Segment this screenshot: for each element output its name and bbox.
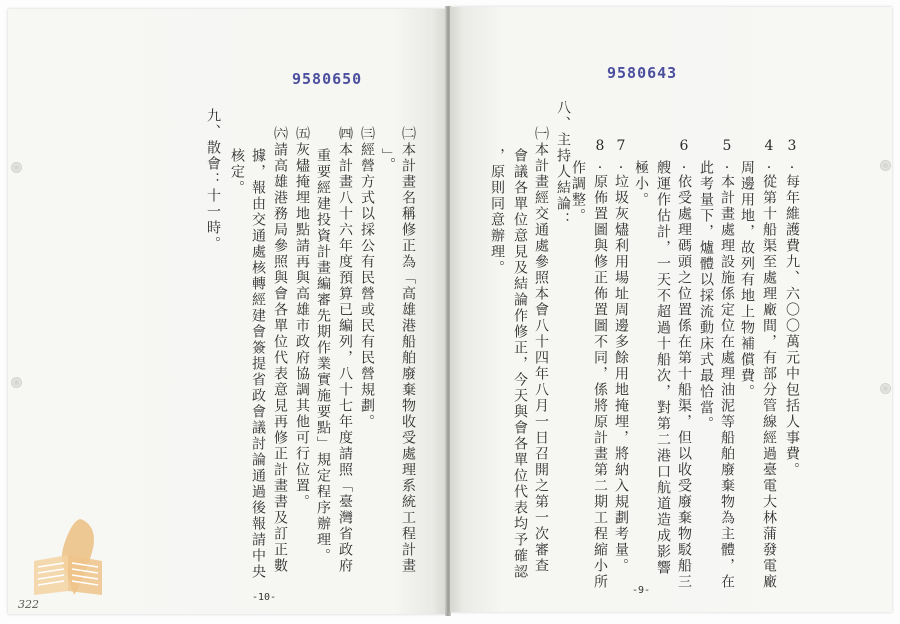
text-column: 3.每年維護費九、六〇〇萬元中包括人事費。 (784, 138, 800, 478)
archive-stamp-number: 9580643 (607, 64, 678, 82)
right-page (450, 7, 892, 612)
handwritten-note: 322 (18, 598, 39, 611)
text-column: 艘運作估計，一天不超過十船次，對第二港口航道造成影響 (655, 160, 671, 576)
left-page (8, 9, 446, 614)
text-column: ㈠本計畫經交通處參照本會八十四年八月一日召開之第一次審查 (533, 126, 549, 574)
archive-logo-icon (28, 515, 116, 600)
text-column: ㈤灰燼掩埋地點請再與高雄市政府協調其他可行位置。 (294, 126, 310, 510)
text-column: 極小。 (633, 160, 649, 208)
text-column: 據，報由交通處核轉經建會簽提省政會議討論通過後報請中央 (250, 148, 266, 580)
archive-stamp-number: 9580650 (292, 70, 363, 88)
text-column: 會議各單位意見及結論作修正，今天與會各單位代表均予確認 (512, 148, 528, 580)
text-column: 4.從第十船渠至處理廠間，有部分管線經過臺電大林蒲發電廠 (761, 138, 777, 590)
text-column: 核定。 (229, 148, 245, 196)
text-column: 作調整。 (570, 160, 586, 224)
text-column: ㈥請高雄港務局參照與會各單位代表意見再修正計畫書及訂正數 (272, 126, 288, 574)
text-column: 此考量下，爐體以採流動床式最恰當。 (698, 160, 714, 432)
text-column: 8.原佈置圖與修正佈置圖不同，係將原計畫第二期工程縮小所 (592, 138, 608, 590)
text-column: 5.本計畫處理設施係定位在處理油泥等船舶廢棄物為主體，在 (719, 138, 735, 590)
binding-hole-icon (11, 377, 22, 388)
page-number: -10- (252, 592, 277, 603)
section-heading: 八、主持人結論： (555, 100, 571, 228)
text-column: ，原則同意辦理。 (489, 148, 505, 276)
binding-hole-icon (880, 160, 891, 171)
page-number: -9- (632, 585, 651, 596)
text-column: 九、散會：十一時。 (205, 108, 221, 252)
text-column: 周邊用地，故列有地上物補償費。 (739, 160, 755, 400)
text-column: ㈡本計畫名稱修正為「高雄港船舶廢棄物收受處理系統工程計畫 (400, 126, 416, 574)
text-column: 」。 (380, 148, 396, 173)
binding-hole-icon (11, 162, 22, 173)
binding-hole-icon (880, 383, 891, 394)
text-column: 重要經建投資計畫編審先期作業實施要點」規定程序辦理。 (315, 148, 331, 564)
text-column: 7.垃圾灰燼利用場址周邊多餘用地掩埋，將納入規劃考量。 (613, 138, 629, 574)
text-column: ㈣本計畫八十六年度預算已編列，八十七年度請照「臺灣省政府 (337, 126, 353, 574)
text-column: ㈢經營方式以採公有民營或民有民營規劃。 (359, 126, 375, 430)
text-column: 6.依受處理碼頭之位置係在第十船渠，但以收受廢棄物駁船三 (676, 138, 692, 590)
